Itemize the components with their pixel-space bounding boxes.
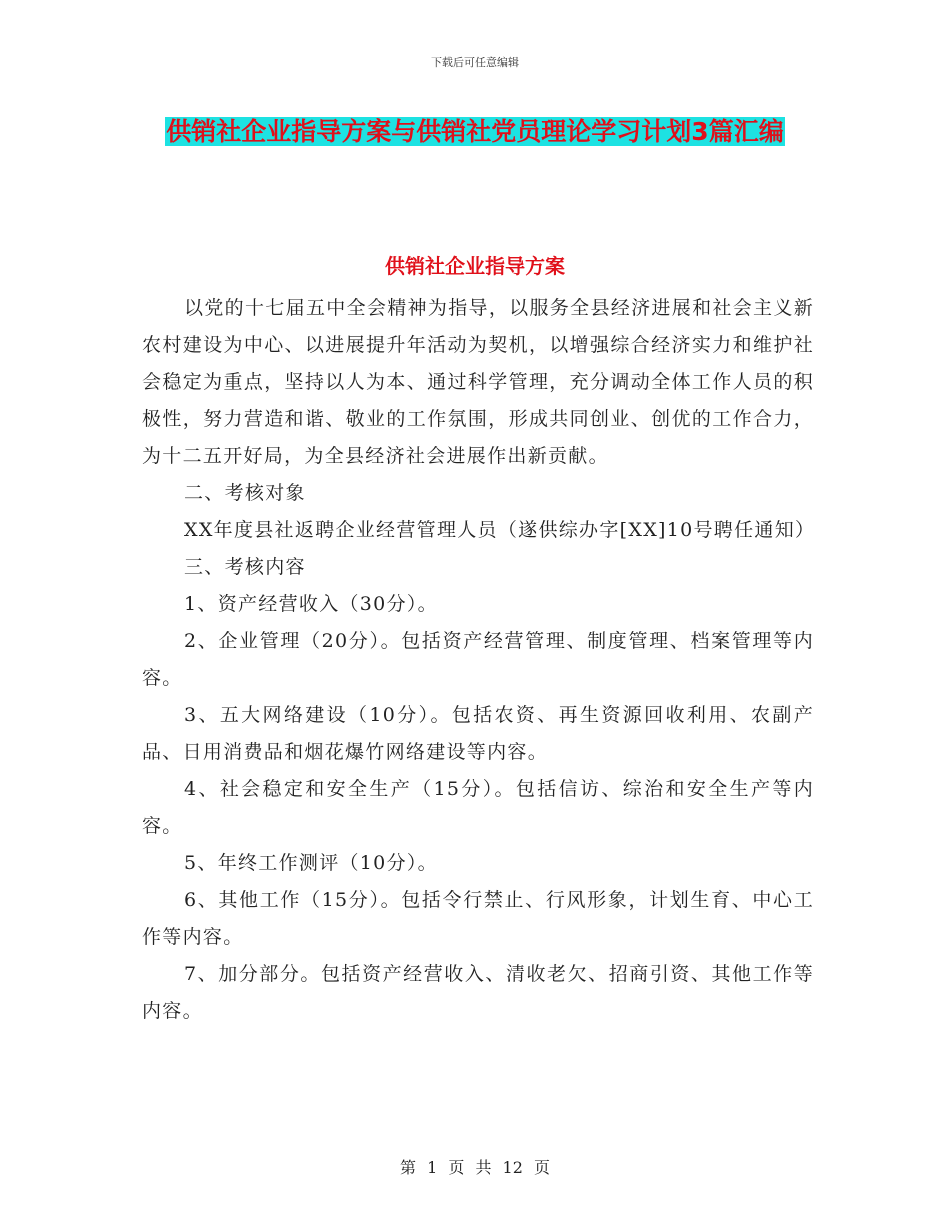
paragraph-intro: 以党的十七届五中全会精神为指导，以服务全县经济进展和社会主义新农村建设为中心、以进展提升年活动为契机，以增强综合经济实力和维护社会稳定为重点，坚持以人为本、通过科学管理，充分调动全体工作人员的积极性，努力营造和谐、敬业的工作氛围，形成共同创业、创优的工作合力，为十二五开好局，为全县经济社会进展作出新贡献。 [142,297,814,467]
paragraph-item-3: 3、五大网络建设（10分）。包括农资、再生资源回收利用、农副产品、日用消费品和烟花爆竹网络建设等内容。 [142,704,814,763]
paragraph-item-5: 5、年终工作测评（10分）。 [184,852,438,874]
paragraph-heading-assessment-content: 三、考核内容 [184,556,306,578]
document-body [142,290,814,1030]
paragraph-item-4: 4、社会稳定和安全生产（15分）。包括信访、综治和安全生产等内容。 [142,778,814,837]
document-title-text: 供销社企业指导方案与供销社党员理论学习计划3篇汇编 [166,117,784,146]
paragraph-item-1: 1、资产经营收入（30分）。 [184,593,438,615]
document-title [135,110,815,154]
paragraph-heading-assessment-target: 二、考核对象 [184,482,306,504]
page-footer: 第 1 页 共 12 页 [400,1158,550,1177]
paragraph-item-6: 6、其他工作（15分）。包括令行禁止、行风形象，计划生育、中心工作等内容。 [142,889,814,948]
paragraph-item-7: 7、加分部分。包括资产经营收入、清收老欠、招商引资、其他工作等内容。 [142,963,814,1022]
section-title: 供销社企业指导方案 [385,254,565,278]
header-note: 下载后可任意编辑 [431,56,519,69]
paragraph-item-2: 2、企业管理（20分）。包括资产经营管理、制度管理、档案管理等内容。 [142,630,814,689]
paragraph-assessment-target: XX年度县社返聘企业经营管理人员（遂供综办字[XX]10号聘任通知） [184,519,816,541]
